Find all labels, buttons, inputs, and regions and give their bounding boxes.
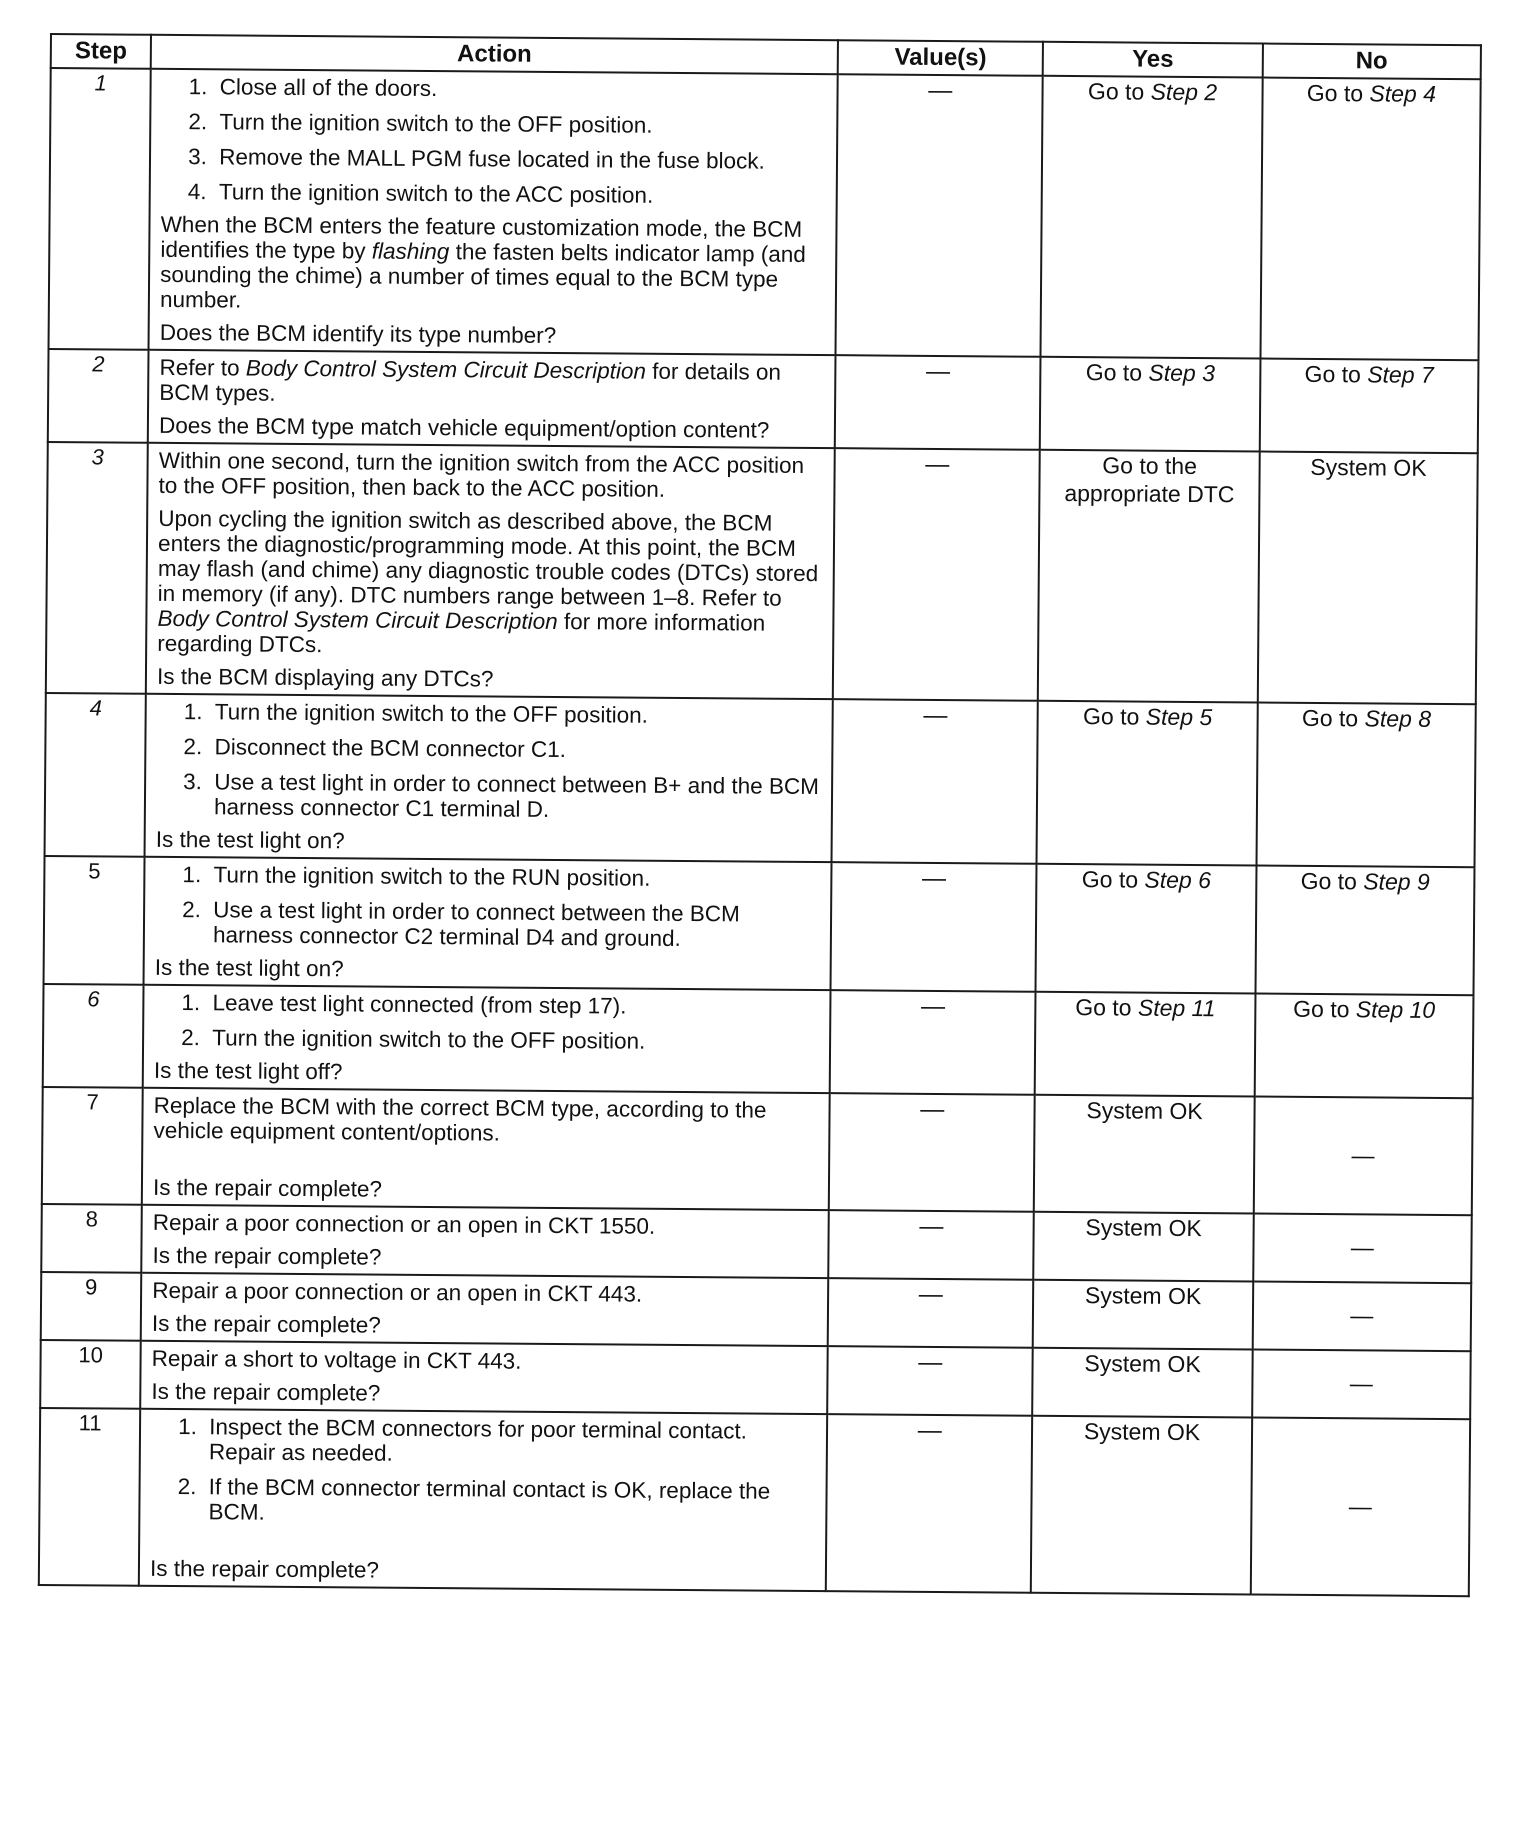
- no-cell: —: [1252, 1349, 1471, 1419]
- action-list: [161, 74, 829, 209]
- yes-target: Step 6: [1144, 866, 1212, 894]
- action-list: [154, 990, 821, 1055]
- no-cell: Go to Step 9: [1255, 865, 1474, 995]
- header-values: Value(s): [838, 40, 1044, 76]
- header-action: Action: [151, 35, 838, 74]
- step-number: 4: [45, 693, 146, 857]
- step-number: 7: [42, 1087, 143, 1205]
- value-cell: —: [831, 862, 1037, 992]
- step-number: 10: [40, 1340, 141, 1409]
- action-text: Repair a poor connection or an open in CKT 443.: [152, 1277, 643, 1307]
- action-cell: [142, 1088, 830, 1210]
- action-cell: [141, 1205, 828, 1278]
- list-item: 1. Leave test light connected (from step 17).: [206, 990, 821, 1020]
- yes-cell: Go to Step 6: [1036, 864, 1256, 994]
- no-target: Step 7: [1367, 361, 1434, 388]
- list-item: 2. If the BCM connector terminal contact is OK, replace the BCM.: [202, 1474, 817, 1529]
- header-yes: Yes: [1043, 42, 1263, 78]
- action-text: Repair a short to voltage in CKT 443.: [151, 1345, 522, 1374]
- step-number: 3: [46, 442, 148, 694]
- step-number: 2: [48, 349, 149, 443]
- header-step: Step: [51, 34, 151, 69]
- action-text: Refer to Body Control System Circuit Description for details on BCM types.: [159, 354, 782, 406]
- yes-cell: System OK: [1033, 1280, 1253, 1350]
- action-question: Is the repair complete?: [151, 1378, 381, 1406]
- list-item: 1. Inspect the BCM connectors for poor terminal contact. Repair as needed.: [203, 1414, 818, 1469]
- value-cell: —: [832, 699, 1039, 864]
- value-cell: —: [833, 448, 1040, 701]
- value-cell: —: [828, 1278, 1034, 1348]
- yes-cell: System OK: [1034, 1212, 1254, 1282]
- step-number: 6: [43, 984, 144, 1088]
- no-cell: —: [1253, 1096, 1472, 1215]
- list-item: 2. Disconnect the BCM connector C1.: [208, 734, 823, 764]
- action-cell: [144, 857, 832, 990]
- yes-cell: Go to Step 3: [1040, 357, 1260, 452]
- action-cell: [141, 1273, 828, 1346]
- no-target: Step 4: [1369, 80, 1437, 107]
- action-question: Is the repair complete?: [151, 1310, 381, 1338]
- value-cell: —: [829, 1093, 1035, 1212]
- action-question: Is the test light on?: [154, 954, 344, 982]
- action-question: Is the test light on?: [155, 826, 345, 854]
- no-cell: System OK: [1257, 452, 1477, 705]
- no-cell: Go to Step 8: [1256, 703, 1476, 868]
- yes-cell: System OK: [1033, 1348, 1253, 1418]
- table-row: [48, 349, 1479, 453]
- no-cell: —: [1253, 1213, 1472, 1283]
- diagnostic-table: [38, 33, 1482, 1597]
- step-number: 5: [44, 856, 145, 985]
- list-item: 4. Turn the ignition switch to the ACC position.: [213, 179, 828, 209]
- no-cell: —: [1252, 1281, 1471, 1351]
- step-number: 8: [41, 1204, 142, 1273]
- action-note: When the BCM enters the feature customization mode, the BCM identifies the type by flashing the fasten belts indicator lamp (and sounding the chime) a number of times equal to the BCM type number.: [159, 211, 806, 313]
- action-list: [150, 1414, 818, 1529]
- table-row: [41, 1272, 1471, 1351]
- yes-cell: System OK: [1034, 1095, 1254, 1214]
- table-row: [44, 856, 1475, 995]
- value-cell: —: [835, 355, 1041, 450]
- action-cell: [140, 1341, 827, 1414]
- yes-cell: Go to Step 11: [1035, 992, 1255, 1097]
- action-list: [155, 862, 823, 952]
- action-text: Repair a poor connection or an open in CKT 1550.: [152, 1209, 656, 1239]
- step-number: 1: [49, 68, 151, 350]
- action-question: Is the BCM displaying any DTCs?: [156, 663, 494, 692]
- table-row: [43, 984, 1474, 1098]
- value-cell: —: [826, 1414, 1033, 1593]
- action-cell: [146, 443, 835, 699]
- yes-target: Step 2: [1150, 78, 1218, 106]
- table-row: [49, 68, 1481, 360]
- list-item: 2. Turn the ignition switch to the OFF position.: [206, 1025, 821, 1055]
- no-cell: Go to Step 4: [1260, 78, 1481, 361]
- no-cell: Go to Step 10: [1254, 993, 1473, 1098]
- table-row: [39, 1408, 1470, 1596]
- list-item: 1. Turn the ignition switch to the OFF position.: [209, 699, 824, 729]
- action-text: Within one second, turn the ignition switch from the ACC position to the OFF position, then back to the ACC position.: [158, 447, 805, 502]
- yes-target: Step 5: [1145, 703, 1213, 731]
- yes-cell: Go to the appropriate DTC: [1038, 450, 1259, 703]
- action-question: Does the BCM type match vehicle equipment/option content?: [158, 412, 770, 443]
- action-cell: [149, 69, 838, 355]
- action-note: Upon cycling the ignition switch as described above, the BCM enters the diagnostic/programming mode. At this point, the BCM may flash (and chime) any diagnostic trouble codes (DTCs) stored in memory (if any). DTC numbers range between 1–8. Refer to Body Control System Circuit Description for more information regarding DTCs.: [157, 505, 819, 658]
- yes-cell: Go to Step 2: [1041, 76, 1262, 359]
- list-item: 2. Use a test light in order to connect between the BCM harness connector C2 terminal D4 and ground.: [207, 897, 822, 952]
- no-cell: —: [1250, 1417, 1470, 1596]
- yes-cell: System OK: [1031, 1416, 1252, 1595]
- action-cell: [148, 350, 836, 448]
- table-row: [40, 1340, 1470, 1419]
- action-question: Is the repair complete?: [152, 1242, 382, 1270]
- value-cell: —: [830, 990, 1036, 1095]
- no-cell: Go to Step 7: [1259, 359, 1478, 454]
- action-cell: [145, 694, 833, 862]
- action-question: Does the BCM identify its type number?: [159, 319, 557, 348]
- header-no: No: [1262, 44, 1481, 80]
- table-row: [42, 1087, 1473, 1215]
- table-row: [41, 1204, 1471, 1283]
- action-text: Replace the BCM with the correct BCM type, according to the vehicle equipment content/options.: [153, 1092, 767, 1146]
- table-row: [46, 442, 1478, 704]
- value-cell: —: [828, 1210, 1034, 1280]
- step-number: 11: [39, 1408, 141, 1586]
- action-list: [156, 699, 824, 824]
- list-item: 3. Remove the MALL PGM fuse located in the fuse block.: [213, 144, 828, 174]
- list-item: 1. Turn the ignition switch to the RUN position.: [207, 862, 822, 892]
- action-cell: [139, 1409, 827, 1591]
- table-row: [45, 693, 1476, 867]
- step-number: 9: [41, 1272, 142, 1341]
- value-cell: —: [836, 74, 1043, 357]
- action-question: Is the repair complete?: [149, 1555, 380, 1583]
- no-target: Step 9: [1363, 868, 1430, 895]
- list-item: 2. Turn the ignition switch to the OFF position.: [213, 109, 828, 139]
- yes-target: Step 11: [1137, 994, 1216, 1022]
- action-cell: [143, 985, 831, 1093]
- no-target: Step 8: [1364, 705, 1432, 732]
- yes-target: Step 3: [1148, 359, 1216, 387]
- action-question: Is the repair complete?: [152, 1174, 383, 1202]
- list-item: 3. Use a test light in order to connect between B+ and the BCM harness connector C1 terminal D.: [208, 769, 823, 824]
- no-target: Step 10: [1355, 996, 1436, 1023]
- yes-cell: Go to Step 5: [1037, 701, 1258, 866]
- list-item: 1. Close all of the doors.: [214, 74, 829, 104]
- value-cell: —: [827, 1346, 1033, 1416]
- action-question: Is the test light off?: [153, 1057, 343, 1085]
